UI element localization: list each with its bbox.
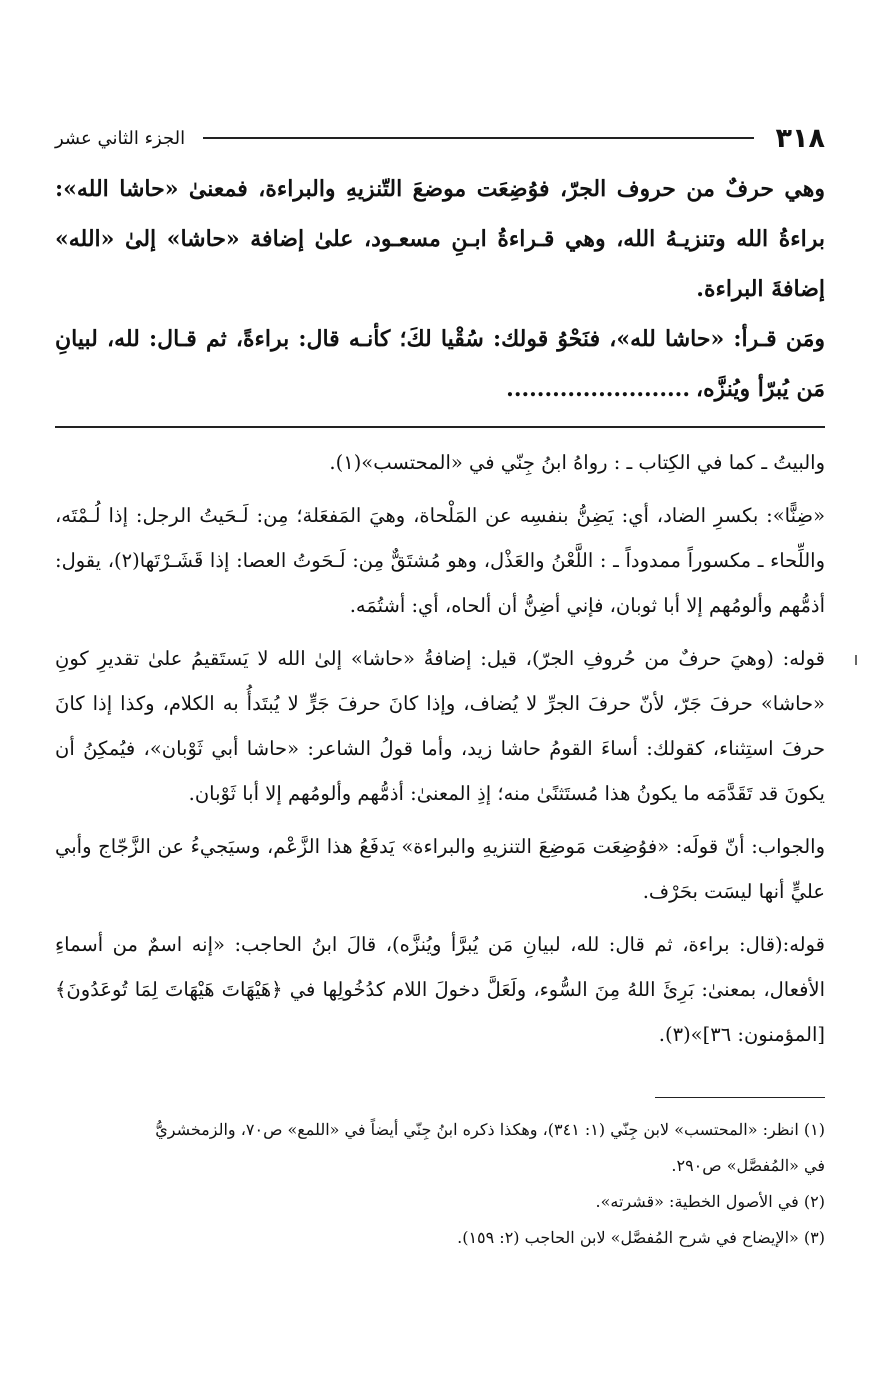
footnote-1: (١) انظر: «المحتسب» لابن جِنّي (١: ٣٤١)، وهكذا ذكره ابنُ جِنّي أيضاً في «اللمع» ص٧٠، والزمخشريُّ [155, 1120, 825, 1139]
footnote-2: (٢) في الأصول الخطية: «قشرته». [595, 1192, 825, 1211]
page [55, 118, 825, 1256]
main-paragraph-text: ومَن قـرأ: «حاشا لله»، فنَحْوُ قولك: سُقْيا لكَ؛ كأنـه قال: براءةً، ثم قـال: لله، لبيانِ مَن يُبرّأ ويُنزَّه، [55, 326, 825, 402]
margin-mark [855, 655, 857, 665]
page-header [55, 118, 825, 158]
text-divider [55, 426, 825, 428]
footnote-3: (٣) «الإيضاح في شرح المُفصَّل» لابن الحاجب (٢: ١٥٩). [457, 1228, 825, 1247]
header-rule [203, 137, 753, 139]
main-paragraph: وهي حرفٌ من حروف الجرّ، فوُضِعَت موضعَ التّنزيهِ والبراءة، فمعنىٰ «حاشا الله»: براءةُ الله وتنزيـهُ الله، وهي قـراءةُ ابـنِ مسعـود، علىٰ إضافة «حاشا» إلىٰ «الله» إضافةَ البراءة. [55, 176, 825, 302]
footnote-rule [655, 1097, 825, 1098]
commentary-paragraph: قوله:(قال: براءة، ثم قال: لله، لبيانِ مَن يُبرَّأ ويُنزَّه)، قالَ ابنُ الحاجب: «إنه اسمٌ من أسماءِ الأفعال، بمعنىٰ: بَرِئَ اللهُ مِنَ السُّوء، ولَعَلَّ دخولَ اللام كدُخُولِها في ﴿هَيْهَاتَ هَيْهَاتَ لِمَا تُوعَدُونَ﴾ [المؤمنون: ٣٦]»(٣). [55, 933, 825, 1046]
commentary-paragraph: قوله: (وهيَ حرفٌ من حُروفِ الجرّ)، قيل: إضافةُ «حاشا» إلىٰ الله لا يَستَقيمُ علىٰ تقديرِ كونِ «حاشا» حرفَ جَرّ، لأنّ حرفَ الجرِّ لا يُضاف، وإذا كانَ حرفَ جَرٍّ لا يُبتَدأُ به الكلام، وكذا إذا كانَ حرفَ استِثناء، كقولك: أساءَ القومُ حاشا زيد، وأما قولُ الشاعر: «حاشا أبي ثَوْبان»، فيُمكِنُ أن يكونَ قد تَقَدَّمَه ما يكونُ هذا مُستَثنًىٰ منه؛ إذِ المعنىٰ: أذمُّهم وألومُهم إلا أبا ثَوْبان. [55, 647, 825, 805]
commentary [55, 440, 825, 1057]
commentary-paragraph: «ضِنًّا»: بكسرِ الضاد، أي: يَضِنُّ بنفسِه عن المَلْحاة، وهيَ المَفعَلة؛ مِن: لَـحَيتُ الرجل: إذا لُـمْتَه، واللِّحاء ـ مكسوراً ممدوداً ـ : اللَّعْنُ والعَذْل، وهو مُشتَقٌّ مِن: لَـحَوتُ العصا: إذا قَشَـرْتَها(٢)، يقول: أذمُّهم وألومُهم إلا أبا ثوبان، فإني أضِنُّ أن ألحاه، أي: أشتُمَه. [55, 504, 826, 617]
footnote-1-continued: في «المُفصَّل» ص٢٩٠. [671, 1156, 825, 1175]
footnotes [55, 1112, 825, 1256]
commentary-paragraph: والبيتُ ـ كما في الكِتاب ـ : رواهُ ابنُ جِنّي في «المحتسب»(١). [329, 451, 825, 474]
page-number: ٣١٨ [775, 122, 825, 154]
continuation-dots: ........................ [506, 376, 690, 402]
main-paragraph [55, 314, 825, 414]
running-title: الجزء الثاني عشر [55, 127, 186, 149]
main-text [55, 164, 825, 414]
commentary-paragraph: والجواب: أنّ قولَه: «فوُضِعَت مَوضِعَ التنزيهِ والبراءة» يَدفَعُ هذا الزَّعْم، وسيَجيءُ عن الزَّجّاج وأبي عليٍّ أنها ليسَت بحَرْف. [55, 835, 825, 903]
